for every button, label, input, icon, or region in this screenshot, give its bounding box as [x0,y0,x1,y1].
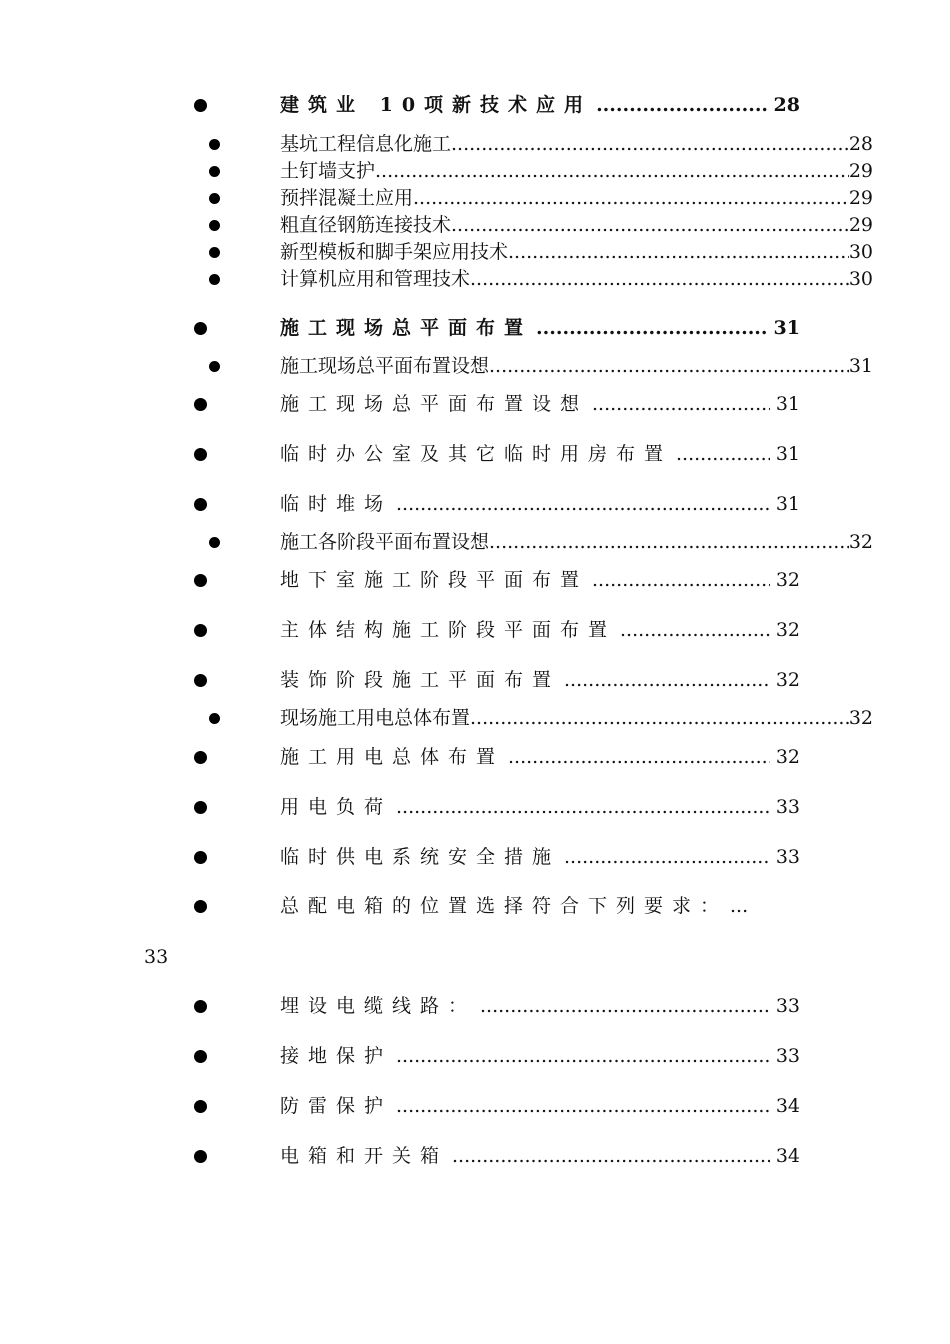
toc-title: 电箱和开关箱 [280,1145,449,1167]
toc-page: 33 [775,846,800,868]
bullet-icon [209,274,220,285]
bullet-icon [194,1050,207,1063]
toc-page: 31 [848,355,873,377]
bullet-icon [209,139,220,150]
toc-entry[interactable] [0,567,950,593]
bullet-icon [194,751,207,764]
bullet-icon [209,193,220,204]
dot-leader [396,1093,770,1119]
toc-entry[interactable] [0,1043,950,1069]
dot-leader [451,131,849,157]
toc-title: 临时办公室及其它临时用房布置 [280,443,673,465]
dot-leader [620,617,770,643]
bullet-icon [209,220,220,231]
dot-leader [508,239,849,265]
toc-title: 土钉墙支护 [280,160,376,182]
toc-title: 接地保护 [280,1045,393,1067]
toc-page: 28 [848,133,873,155]
toc-page: 29 [848,187,873,209]
toc-page: 31 [775,443,800,465]
toc-entry[interactable] [0,744,950,770]
toc-title: 用电负荷 [280,796,393,818]
toc-title: 总配电箱的位置选择符合下列要求： [280,895,729,917]
toc-page: 31 [775,393,800,415]
toc-page: 32 [848,531,873,553]
toc-title: 临时堆场 [280,493,393,515]
toc-page: 29 [848,160,873,182]
toc-title: 新型模板和脚手架应用技术 [280,241,509,263]
toc-entry[interactable] [0,491,950,517]
toc-page: 34 [775,1145,800,1167]
toc-entry[interactable] [0,441,950,467]
toc-entry[interactable] [0,266,950,292]
dot-leader [592,567,770,593]
toc-entry[interactable] [0,893,950,919]
bullet-icon [194,574,207,587]
bullet-icon [194,498,207,511]
dot-leader [396,794,770,820]
toc-page: 28 [773,94,800,116]
toc-page: 33 [775,995,800,1017]
toc-title: 施工现场总平面布置 [280,317,533,339]
bullet-icon [194,1100,207,1113]
toc-entry[interactable] [0,185,950,211]
toc-entry[interactable] [0,315,950,341]
toc-page: 31 [773,317,800,339]
toc-title: 施工各阶段平面布置设想 [280,531,490,553]
bullet-icon [194,398,207,411]
toc-page: 30 [848,241,873,263]
toc-entry[interactable] [0,529,950,555]
toc-page: 31 [775,493,800,515]
toc-title: 建筑业 10项新技术应用 [280,94,593,116]
dot-leader [470,266,849,292]
toc-title: 现场施工用电总体布置 [280,707,471,729]
bullet-icon [194,99,207,112]
toc-page: 32 [775,669,800,691]
dot-leader [480,993,770,1019]
wrapped-page-number: 33 [144,946,169,968]
toc-entry[interactable] [0,239,950,265]
bullet-icon [194,801,207,814]
toc-page: 30 [848,268,873,290]
bullet-icon [209,537,220,548]
toc-page: 32 [775,746,800,768]
dot-leader [596,92,767,118]
toc-entry[interactable] [0,1093,950,1119]
toc-title: 地下室施工阶段平面布置 [280,569,589,591]
bullet-icon [194,674,207,687]
bullet-icon [209,713,220,724]
dot-leader [451,212,849,238]
dot-leader [676,441,770,467]
dot-leader [413,185,849,211]
toc-title: 装饰阶段施工平面布置 [280,669,561,691]
toc-title: 防雷保护 [280,1095,393,1117]
toc-entry[interactable] [0,92,950,118]
dot-leader [489,529,849,555]
toc-entry[interactable] [0,131,950,157]
toc-title: 施工现场总平面布置设想 [280,355,490,377]
bullet-icon [209,361,220,372]
toc-entry[interactable] [0,158,950,184]
bullet-icon [194,448,207,461]
toc-entry[interactable] [0,794,950,820]
toc-entry[interactable] [0,993,950,1019]
toc-title: 粗直径钢筋连接技术 [280,214,452,236]
toc-title: 主体结构施工阶段平面布置 [280,619,617,641]
bullet-icon [194,851,207,864]
toc-title: 预拌混凝土应用 [280,187,414,209]
toc-page: 33 [775,1045,800,1067]
dot-leader [396,491,770,517]
toc-entry[interactable] [0,617,950,643]
dot-leader [489,353,849,379]
toc-page: 33 [775,796,800,818]
toc-page: 29 [848,214,873,236]
dot-leader [508,744,770,770]
toc-title: 施工用电总体布置 [280,746,505,768]
dot-leader [592,391,770,417]
bullet-icon [209,166,220,177]
dot-leader [470,705,849,731]
toc-page: 34 [775,1095,800,1117]
toc-page: 32 [848,707,873,729]
toc-entry[interactable] [0,705,950,731]
toc-page: 32 [775,619,800,641]
toc-entry[interactable] [0,391,950,417]
dot-leader [375,158,849,184]
dot-leader [564,844,770,870]
bullet-icon [209,247,220,258]
dot-leader [564,667,770,693]
toc-title: 埋设电缆线路： [280,995,477,1017]
toc-entry[interactable] [0,667,950,693]
dot-leader [452,1143,770,1169]
bullet-icon [194,322,207,335]
bullet-icon [194,1150,207,1163]
dot-leader [396,1043,770,1069]
toc-page: 32 [775,569,800,591]
toc-title: 临时供电系统安全措施 [280,846,561,868]
toc-title: 施工现场总平面布置设想 [280,393,589,415]
toc-title: 计算机应用和管理技术 [280,268,471,290]
toc-entry[interactable] [0,353,950,379]
toc-entry[interactable] [0,1143,950,1169]
toc-title: 基坑工程信息化施工 [280,133,452,155]
dot-leader [536,315,768,341]
bullet-icon [194,624,207,637]
toc-page: ... [730,895,749,917]
toc-entry[interactable] [0,212,950,238]
bullet-icon [194,900,207,913]
bullet-icon [194,1000,207,1013]
toc-entry[interactable] [0,844,950,870]
